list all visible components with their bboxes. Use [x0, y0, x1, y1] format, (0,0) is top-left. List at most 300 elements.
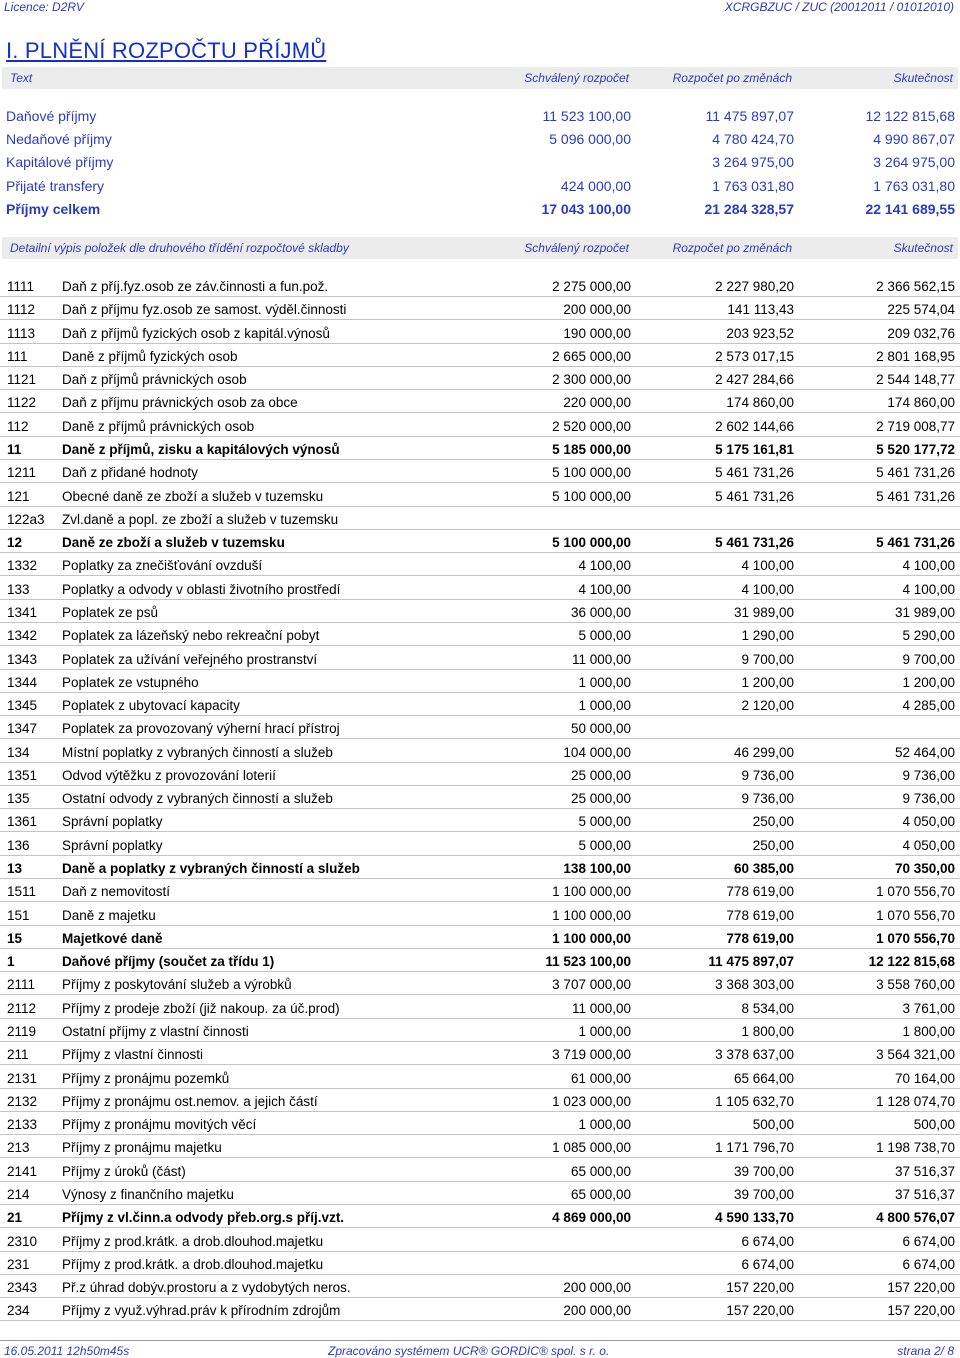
item-po-zmenach: 65 664,00	[733, 1070, 794, 1086]
detail-row	[0, 952, 960, 972]
item-text: Daň z příjmu právnických osob za obce	[62, 395, 298, 411]
item-po-zmenach: 174 860,00	[726, 395, 794, 411]
item-code: 2141	[7, 1163, 38, 1179]
item-skutecnost: 9 736,00	[902, 791, 955, 807]
item-text: Daň z příjmů fyzických osob z kapitál.výnosů	[62, 325, 330, 341]
item-po-zmenach: 4 100,00	[741, 558, 794, 574]
detail-row	[0, 510, 960, 530]
detail-row	[0, 1162, 960, 1182]
item-skutecnost: 1 070 556,70	[876, 884, 955, 900]
item-text: Příjmy z pronájmu majetku	[62, 1140, 222, 1156]
item-schvaleny: 11 523 100,00	[545, 954, 631, 970]
item-po-zmenach: 5 461 731,26	[715, 488, 794, 504]
detail-row	[0, 929, 960, 949]
item-code: 121	[7, 488, 30, 504]
detail-col-text: Detailní výpis položek dle druhového třídění rozpočtové skladby	[10, 241, 349, 255]
item-po-zmenach: 31 989,00	[733, 604, 794, 620]
item-text: Příjmy z prod.krátk. a drob.dlouhod.majetku	[62, 1256, 324, 1272]
summary-label: Přijaté transfery	[6, 178, 105, 194]
item-skutecnost: 225 574,04	[887, 302, 955, 318]
detail-row	[0, 1092, 960, 1112]
item-skutecnost: 4 285,00	[902, 698, 955, 713]
item-po-zmenach: 203 923,52	[726, 325, 794, 341]
item-code: 1341	[7, 604, 38, 620]
detail-row	[0, 1138, 960, 1158]
summary-po-zmenach: 21 284 328,57	[704, 201, 794, 217]
item-schvaleny: 5 100 000,00	[552, 488, 631, 504]
detail-row	[0, 975, 960, 995]
item-skutecnost: 31 989,00	[894, 604, 955, 620]
item-skutecnost: 1 070 556,70	[876, 907, 955, 923]
report-header	[0, 0, 960, 14]
summary-label: Kapitálové příjmy	[6, 154, 114, 170]
item-code: 112	[7, 418, 29, 434]
item-schvaleny: 2 300 000,00	[552, 372, 631, 388]
item-skutecnost: 5 461 731,26	[876, 465, 955, 481]
summary-skutecnost: 4 990 867,07	[873, 131, 955, 147]
detail-row	[0, 650, 960, 670]
item-skutecnost: 9 736,00	[902, 767, 955, 783]
item-schvaleny: 1 100 000,00	[552, 907, 631, 923]
item-po-zmenach: 157 220,00	[726, 1303, 794, 1319]
detail-row	[0, 812, 960, 832]
summary-schvaleny: 11 523 100,00	[542, 108, 631, 124]
item-code: 151	[7, 907, 30, 923]
item-po-zmenach: 778 619,00	[726, 884, 794, 900]
item-code: 1343	[7, 651, 38, 667]
item-text: Příjmy z prodeje zboží (již nakoup. za úč.prod)	[62, 1000, 340, 1016]
item-text: Příjmy z vlastní činnosti	[62, 1047, 204, 1063]
item-code: 1112	[7, 302, 36, 318]
item-code: 211	[7, 1047, 29, 1063]
item-po-zmenach: 2 602 144,66	[715, 418, 794, 434]
item-skutecnost: 3 564 321,00	[876, 1047, 955, 1063]
item-code: 111	[7, 348, 28, 364]
footer-processed-by: Zpracováno systémem UCR® GORDIC® spol. s r. o.	[328, 1344, 610, 1358]
item-code: 2119	[7, 1024, 37, 1039]
item-code: 11	[7, 442, 22, 457]
item-code: 2310	[7, 1233, 38, 1249]
summary-row	[0, 177, 960, 197]
item-skutecnost: 2 719 008,77	[876, 418, 955, 434]
item-schvaleny: 11 000,00	[571, 1000, 631, 1016]
item-text: Daně a poplatky z vybraných činností a služeb	[62, 861, 360, 876]
detail-row	[0, 347, 960, 367]
item-skutecnost: 4 050,00	[902, 814, 955, 830]
item-code: 122a3	[7, 511, 45, 527]
detail-row	[0, 580, 960, 600]
detail-row	[0, 836, 960, 856]
item-schvaleny: 1 100 000,00	[552, 930, 631, 946]
summary-schvaleny: 17 043 100,00	[541, 201, 631, 217]
item-text: Daně z příjmů fyzických osob	[62, 348, 238, 364]
item-text: Daně ze zboží a služeb v tuzemsku	[62, 535, 285, 551]
item-text: Poplatek z ubytovací kapacity	[62, 698, 240, 713]
item-code: 2133	[7, 1117, 38, 1133]
item-schvaleny: 2 275 000,00	[552, 279, 631, 294]
item-schvaleny: 65 000,00	[570, 1186, 631, 1202]
item-code: 134	[7, 744, 30, 760]
item-text: Ostatní příjmy z vlastní činnosti	[62, 1024, 249, 1039]
item-text: Poplatek za užívání veřejného prostranství	[62, 651, 318, 667]
item-po-zmenach: 2 427 284,66	[715, 372, 794, 388]
page-title: I. PLNĚNÍ ROZPOČTU PŘÍJMŮ	[6, 38, 327, 63]
item-code: 1	[7, 954, 15, 970]
detail-row	[0, 300, 960, 320]
item-code: 1122	[7, 395, 37, 411]
summary-skutecnost: 3 264 975,00	[873, 154, 955, 170]
item-schvaleny: 104 000,00	[563, 744, 631, 760]
item-po-zmenach: 60 385,00	[733, 861, 794, 876]
item-skutecnost: 2 801 168,95	[876, 348, 955, 364]
summary-po-zmenach: 4 780 424,70	[712, 131, 794, 147]
item-text: Odvod výtěžku z provozování loterií	[62, 767, 276, 783]
detail-row	[0, 673, 960, 693]
item-code: 13	[7, 861, 23, 876]
item-po-zmenach: 141 113,43	[727, 302, 794, 318]
item-text: Příjmy z pronájmu ost.nemov. a jejich částí	[62, 1093, 318, 1109]
item-schvaleny: 2 520 000,00	[552, 418, 631, 434]
summary-skutecnost: 1 763 031,80	[873, 178, 955, 194]
item-text: Daň z příj.fyz.osob ze záv.činnosti a fun.pož.	[62, 279, 329, 294]
item-schvaleny: 2 665 000,00	[552, 348, 631, 364]
summary-col-text: Text	[10, 71, 33, 85]
item-po-zmenach: 778 619,00	[726, 930, 794, 946]
item-skutecnost: 2 544 148,77	[876, 372, 955, 388]
item-text: Daně z majetku	[62, 907, 156, 923]
summary-label: Nedaňové příjmy	[6, 131, 112, 147]
item-text: Poplatky a odvody v oblasti životního prostředí	[62, 581, 341, 597]
item-code: 1211	[7, 465, 37, 481]
detail-row	[0, 859, 960, 879]
item-po-zmenach: 6 674,00	[741, 1233, 794, 1249]
item-code: 2112	[7, 1000, 37, 1016]
item-schvaleny: 4 100,00	[578, 581, 631, 597]
item-skutecnost: 174 860,00	[887, 395, 955, 411]
item-skutecnost: 5 461 731,26	[876, 535, 955, 551]
item-skutecnost: 52 464,00	[894, 744, 955, 760]
item-schvaleny: 1 000,00	[578, 1024, 631, 1039]
item-schvaleny: 11 000,00	[571, 651, 631, 667]
item-text: Daň z příjmu fyz.osob ze samost. výděl.činnosti	[62, 302, 347, 318]
detail-row	[0, 417, 960, 437]
item-schvaleny: 5 185 000,00	[552, 442, 631, 457]
item-po-zmenach: 3 378 637,00	[715, 1047, 794, 1063]
item-skutecnost: 1 200,00	[902, 674, 955, 690]
item-po-zmenach: 3 368 303,00	[715, 977, 794, 993]
item-po-zmenach: 157 220,00	[726, 1280, 794, 1295]
detail-row	[0, 1208, 960, 1228]
item-skutecnost: 6 674,00	[902, 1233, 955, 1249]
item-code: 133	[7, 581, 30, 597]
item-code: 1351	[7, 767, 38, 783]
item-po-zmenach: 500,00	[752, 1117, 794, 1133]
item-skutecnost: 70 164,00	[894, 1070, 955, 1086]
report-code: XCRGBZUC / ZUC (20012011 / 01012010)	[724, 0, 954, 14]
item-text: Daň z příjmů právnických osob	[62, 372, 247, 388]
license-label: Licence: D2RV	[4, 0, 84, 14]
summary-po-zmenach: 1 763 031,80	[712, 178, 794, 194]
item-code: 213	[7, 1140, 30, 1156]
detail-row	[0, 1278, 960, 1298]
item-skutecnost: 70 350,00	[894, 861, 955, 876]
item-skutecnost: 6 674,00	[902, 1256, 955, 1272]
item-code: 2343	[7, 1280, 38, 1295]
item-po-zmenach: 2 227 980,20	[715, 279, 794, 294]
summary-row	[0, 130, 960, 150]
item-text: Místní poplatky z vybraných činností a služeb	[62, 744, 333, 760]
item-code: 1342	[7, 628, 38, 644]
summary-row	[0, 200, 960, 220]
item-skutecnost: 4 100,00	[902, 558, 955, 574]
summary-col-schvaleny: Schválený rozpočet	[524, 71, 629, 85]
item-text: Poplatky za znečišťování ovzduší	[62, 558, 263, 574]
item-code: 2111	[7, 977, 36, 993]
item-po-zmenach: 250,00	[752, 814, 794, 830]
item-schvaleny: 5 100 000,00	[552, 465, 631, 481]
item-text: Zvl.daně a popl. ze zboží a služeb v tuzemsku	[62, 511, 339, 527]
summary-label: Daňové příjmy	[6, 108, 97, 124]
item-code: 1113	[7, 325, 36, 341]
item-code: 15	[7, 930, 23, 946]
detail-row	[0, 1255, 960, 1275]
item-text: Příjmy z pronájmu pozemků	[62, 1070, 230, 1086]
item-text: Daň z přidané hodnoty	[62, 465, 198, 481]
summary-skutecnost: 22 141 689,55	[865, 201, 955, 217]
item-text: Poplatek ze vstupného	[62, 674, 199, 690]
item-text: Příjmy z poskytování služeb a výrobků	[62, 977, 292, 993]
item-schvaleny: 61 000,00	[570, 1070, 631, 1086]
item-po-zmenach: 4 100,00	[741, 581, 794, 597]
item-text: Daň z nemovitostí	[62, 884, 171, 900]
detail-row	[0, 370, 960, 390]
item-code: 1345	[7, 698, 38, 713]
item-text: Správní poplatky	[62, 814, 163, 830]
item-po-zmenach: 9 700,00	[741, 651, 794, 667]
item-skutecnost: 3 558 760,00	[876, 977, 955, 993]
item-schvaleny: 1 000,00	[578, 1117, 631, 1133]
item-skutecnost: 37 516,37	[894, 1163, 955, 1179]
item-code: 1511	[7, 884, 37, 900]
item-text: Příjmy z pronájmu movitých věcí	[62, 1117, 257, 1133]
item-schvaleny: 25 000,00	[570, 767, 631, 783]
item-po-zmenach: 1 171 796,70	[715, 1140, 794, 1156]
item-code: 1344	[7, 674, 38, 690]
item-code: 1121	[7, 372, 37, 388]
detail-row	[0, 277, 960, 297]
item-po-zmenach: 11 475 897,07	[708, 954, 794, 970]
item-schvaleny: 36 000,00	[570, 604, 631, 620]
detail-row	[0, 533, 960, 553]
item-text: Příjmy z prod.krátk. a drob.dlouhod.majetku	[62, 1233, 324, 1249]
item-po-zmenach: 1 105 632,70	[715, 1093, 794, 1109]
summary-po-zmenach: 11 475 897,07	[705, 108, 794, 124]
item-text: Daně z příjmů, zisku a kapitálových výnosů	[62, 442, 340, 457]
item-text: Majetkové daně	[62, 930, 163, 946]
item-skutecnost: 9 700,00	[902, 651, 955, 667]
item-schvaleny: 5 000,00	[578, 837, 631, 853]
summary-header	[2, 67, 958, 89]
footer-page-number: strana 2/ 8	[897, 1344, 954, 1358]
report-footer	[0, 1340, 960, 1358]
item-code: 135	[7, 791, 30, 807]
item-po-zmenach: 1 800,00	[741, 1024, 794, 1039]
detail-row	[0, 906, 960, 926]
detail-col-skutecnost: Skutečnost	[893, 241, 953, 255]
item-po-zmenach: 2 573 017,15	[715, 348, 794, 364]
item-po-zmenach: 778 619,00	[726, 907, 794, 923]
item-po-zmenach: 5 175 161,81	[715, 442, 794, 457]
detail-row	[0, 393, 960, 413]
summary-label: Příjmy celkem	[6, 201, 101, 217]
item-schvaleny: 5 000,00	[578, 628, 631, 644]
item-schvaleny: 200 000,00	[563, 1280, 631, 1295]
item-text: Poplatek ze psů	[62, 604, 159, 620]
item-schvaleny: 190 000,00	[563, 325, 631, 341]
summary-skutecnost: 12 122 815,68	[865, 108, 955, 124]
item-skutecnost: 157 220,00	[887, 1280, 955, 1295]
item-po-zmenach: 9 736,00	[741, 767, 794, 783]
item-schvaleny: 3 707 000,00	[552, 977, 631, 993]
item-schvaleny: 220 000,00	[563, 395, 631, 411]
item-skutecnost: 4 800 576,07	[876, 1210, 955, 1226]
item-schvaleny: 138 100,00	[563, 861, 631, 876]
summary-po-zmenach: 3 264 975,00	[712, 154, 794, 170]
detail-row	[0, 324, 960, 344]
item-schvaleny: 5 000,00	[578, 814, 631, 830]
item-po-zmenach: 1 290,00	[741, 628, 794, 644]
item-po-zmenach: 5 461 731,26	[715, 535, 794, 551]
item-code: 2131	[7, 1070, 38, 1086]
item-skutecnost: 1 198 738,70	[876, 1140, 955, 1156]
detail-col-schvaleny: Schválený rozpočet	[524, 241, 629, 255]
item-code: 231	[7, 1256, 30, 1272]
detail-row	[0, 1301, 960, 1321]
summary-col-po-zmenach: Rozpočet po změnách	[672, 71, 792, 85]
summary-row	[0, 107, 960, 127]
item-schvaleny: 5 100 000,00	[552, 535, 631, 551]
detail-row	[0, 487, 960, 507]
summary-schvaleny: 424 000,00	[560, 178, 631, 194]
item-schvaleny: 65 000,00	[570, 1163, 631, 1179]
detail-row	[0, 743, 960, 763]
item-skutecnost: 1 128 074,70	[876, 1093, 955, 1109]
item-code: 12	[7, 535, 23, 551]
detail-row	[0, 1069, 960, 1089]
summary-col-skutecnost: Skutečnost	[893, 71, 953, 85]
summary-row	[0, 153, 960, 173]
detail-row	[0, 463, 960, 483]
detail-row	[0, 789, 960, 809]
item-code: 136	[7, 837, 30, 853]
item-code: 1332	[7, 558, 38, 574]
item-text: Správní poplatky	[62, 837, 163, 853]
item-schvaleny: 3 719 000,00	[552, 1047, 631, 1063]
item-skutecnost: 1 070 556,70	[876, 930, 955, 946]
item-text: Obecné daně ze zboží a služeb v tuzemsku	[62, 488, 324, 504]
item-schvaleny: 4 100,00	[578, 558, 631, 574]
item-code: 214	[7, 1186, 30, 1202]
detail-row	[0, 1045, 960, 1065]
item-text: Daňové příjmy (součet za třídu 1)	[62, 954, 275, 970]
item-skutecnost: 37 516,37	[894, 1186, 955, 1202]
item-text: Poplatek za lázeňský nebo rekreační pobyt	[62, 628, 320, 644]
detail-row	[0, 1115, 960, 1135]
detail-header	[2, 237, 958, 259]
detail-row	[0, 999, 960, 1019]
detail-row	[0, 1022, 960, 1042]
item-skutecnost: 2 366 562,15	[876, 279, 955, 294]
item-code: 2132	[7, 1093, 38, 1109]
item-text: Ostatní odvody z vybraných činností a služeb	[62, 791, 333, 807]
item-schvaleny: 1 100 000,00	[552, 884, 631, 900]
item-po-zmenach: 39 700,00	[733, 1186, 794, 1202]
item-text: Příjmy z vl.činn.a odvody přeb.org.s příj.vzt.	[62, 1210, 345, 1226]
item-schvaleny: 4 869 000,00	[552, 1210, 631, 1226]
item-skutecnost: 1 800,00	[902, 1024, 955, 1039]
item-po-zmenach: 8 534,00	[741, 1000, 794, 1016]
item-text: Poplatek za provozovaný výherní hrací přístroj	[62, 721, 340, 737]
item-skutecnost: 5 520 177,72	[876, 442, 955, 457]
item-schvaleny: 200 000,00	[563, 1303, 631, 1319]
item-po-zmenach: 5 461 731,26	[715, 465, 794, 481]
detail-row	[0, 603, 960, 623]
summary-schvaleny: 5 096 000,00	[549, 131, 631, 147]
item-text: Příjmy z úroků (část)	[62, 1163, 186, 1179]
item-schvaleny: 200 000,00	[563, 302, 631, 318]
detail-row	[0, 556, 960, 576]
detail-row	[0, 766, 960, 786]
item-schvaleny: 1 085 000,00	[552, 1140, 631, 1156]
detail-row	[0, 696, 960, 716]
item-skutecnost: 4 050,00	[902, 837, 955, 853]
item-skutecnost: 12 122 815,68	[868, 954, 955, 970]
detail-row	[0, 1185, 960, 1205]
item-schvaleny: 1 023 000,00	[552, 1093, 631, 1109]
detail-row	[0, 1232, 960, 1252]
item-po-zmenach: 6 674,00	[741, 1256, 794, 1272]
footer-timestamp: 16.05.2011 12h50m45s	[4, 1344, 130, 1358]
item-skutecnost: 4 100,00	[902, 581, 955, 597]
item-text: Výnosy z finančního majetku	[62, 1186, 234, 1202]
item-schvaleny: 1 000,00	[578, 698, 631, 713]
item-po-zmenach: 1 200,00	[741, 674, 794, 690]
item-po-zmenach: 46 299,00	[733, 744, 794, 760]
item-code: 21	[7, 1210, 23, 1226]
item-code: 1347	[7, 721, 38, 737]
item-code: 1111	[7, 279, 35, 294]
item-schvaleny: 25 000,00	[570, 791, 631, 807]
item-skutecnost: 3 761,00	[902, 1000, 955, 1016]
item-code: 1361	[7, 814, 38, 830]
detail-row	[0, 440, 960, 460]
item-skutecnost: 5 290,00	[902, 628, 955, 644]
item-skutecnost: 5 461 731,26	[876, 488, 955, 504]
item-po-zmenach: 39 700,00	[733, 1163, 794, 1179]
item-schvaleny: 50 000,00	[570, 721, 631, 737]
item-po-zmenach: 9 736,00	[741, 791, 794, 807]
item-skutecnost: 500,00	[913, 1117, 955, 1133]
item-text: Př.z úhrad dobýv.prostoru a z vydobytých neros.	[62, 1280, 351, 1295]
item-code: 234	[7, 1303, 30, 1319]
item-schvaleny: 1 000,00	[578, 674, 631, 690]
item-po-zmenach: 2 120,00	[741, 698, 794, 713]
detail-col-po-zmenach: Rozpočet po změnách	[672, 241, 792, 255]
detail-row	[0, 719, 960, 739]
item-skutecnost: 157 220,00	[887, 1303, 955, 1319]
item-text: Daně z příjmů právnických osob	[62, 418, 255, 434]
detail-row	[0, 626, 960, 646]
